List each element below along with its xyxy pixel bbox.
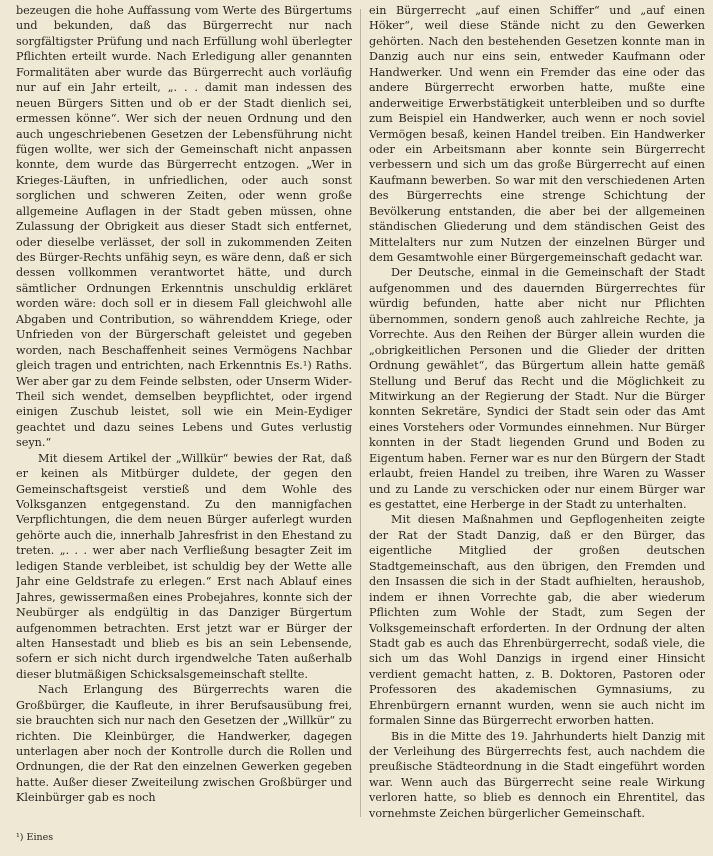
paragraph: Mit diesen Maßnahmen und Gepflogenheiten zeigte der Rat der Stadt Danzig, daß er den Bürger, das eigentliche Mitglied der großen deutschen Stadtgemeinschaft, aus den übrigen, den Fremden und den Insassen die sich in der Stadt aufhielten, heraushob, indem er ihnen Vorrechte gab, die aber wiederum Pflichten zum Wohle der Stadt, zum Segen der Volksgemeinschaft erforderten. In der Ordnung der alten Stadt gab es auch das Ehrenbürgerrecht, sodaß viele, die sich um das Wohl Danzigs in irgend einer Hinsicht verdient gemacht hatten, z. B. Doktoren, Pastoren oder Professoren des akademischen Gymnasiums, zu Ehrenbürgern ernannt wurden, wenn sie auch nicht im formalen Sinne das Bürgerrecht erworben hatten. [369,513,705,728]
paragraph: ein Bürgerrecht „auf einen Schiffer“ und „auf einen Höker“, weil diese Stände nicht zu den Gewerken gehörten. Nach den bestehenden Gesetzen konnte man in Danzig auch nur eins sein, entweder Kaufmann oder Handwerker. Und wenn ein Fremder das eine oder das andere Bürgerrecht erworben hatte, mußte eine anderweitige Erwerbstätigkeit unterbleiben und so durfte zum Beispiel ein Handwerker, auch wenn er noch soviel Vermögen besaß, keinen Handel treiben. Ein Handwerker oder ein Arbeitsmann aber konnte sein Bürgerrecht verbessern und sich um das große Bürgerrecht auf einen Kaufmann bewerben. So war mit den verschiedenen Arten des Bürgerrechts eine strenge Schichtung der Bevölkerung entstanden, die aber bei der allgemeinen ständischen Gliederung und dem ständischen Geist des Mittelalters nur zum Nutzen der einzelnen Bürger und dem Gesamtwohle einer Bürgergemeinschaft gedacht war. [369,4,705,264]
paragraph: Nach Erlangung des Bürgerrechts waren die Großbürger, die Kaufleute, in ihrer Berufsausübung frei, sie brauchten sich nur nach den Gesetzen der „Willkür“ zu richten. Die Kleinbürger, die Handwerker, dagegen unterlagen aber noch der Kontrolle durch die Rollen und Ordnungen, die der Rat den einzelnen Gewerken gegeben hatte. Außer dieser Zweiteilung zwischen Großbürger und Kleinbürger gab es noch [16,683,352,805]
paragraph: Mit diesem Artikel der „Willkür“ bewies der Rat, daß er keinen als Mitbürger duldete, der gegen den Gemeinschaftsgeist verstieß und dem Wohle des Volksganzen entgegenstand. Zu den mannigfachen Verpflichtungen, die dem neuen Bürger auferlegt wurden gehörte auch die, innerhalb Jahresfrist in den Ehestand zu treten. „. . . wer aber nach Verfließung besagter Zeit im ledigen Stande verbleibet, ist schuldig bey der Wette alle Jahr eine Geldstrafe zu erlegen.“ Erst nach Ablauf eines Jahres, gewissermaßen eines Probejahres, konnte sich der Neubürger als endgültig in das Danziger Bürgertum aufgenommen betrachten. Erst jetzt war er Bürger der alten Hansestadt und blieb es bis an sein Lebensende, sofern er sich nicht durch irgendwelche Taten außerhalb dieser blutmäßigen Schicksalsgemeinschaft stellte. [16,451,352,681]
left-column [16,3,352,821]
right-column [369,3,705,821]
paragraph: Bis in die Mitte des 19. Jahrhunderts hielt Danzig mit der Verleihung des Bürgerrechts fest, auch nachdem die preußische Städteordnung in die Stadt eingeführt worden war. Wenn auch das Bürgerrecht seine reale Wirkung verloren hatte, so blieb es dennoch ein Ehrentitel, das vornehmste Zeichen bürgerlicher Gemeinschaft. [369,729,705,820]
paragraph: Der Deutsche, einmal in die Gemeinschaft der Stadt aufgenommen und des dauernden Bürgerrechtes für würdig befunden, hatte aber nicht nur Pflichten übernommen, sondern genoß auch zahlreiche Rechte, ja Vorrechte. Aus den Reihen der Bürger allein wurden die „obrigkeitlichen Personen und die Glieder der dritten Ordnung gewählet“, das Bürgertum allein hatte gemäß Stellung und Beruf das Recht und die Möglichkeit zu Mitwirkung an der Regierung der Stadt. Nur die Bürger konnten Sekretäre, Syndici der Stadt sein oder das Amt eines Vorstehers oder Vormundes einnehmen. Nur Bürger konnten in der Stadt liegenden Grund und Boden zu Eigentum haben. Ferner war es nur den Bürgern der Stadt erlaubt, freien Handel zu treiben, ihre Waren zu Wasser und zu Lande zu verschicken oder nur einem Bürger war es gestattet, eine Herberge in der Stadt zu unterhalten. [369,266,705,511]
text-columns [16,3,705,821]
footnote: ¹) Eines [16,832,54,843]
paragraph: bezeugen die hohe Auffassung vom Werte des Bürgertums und bekunden, daß das Bürgerrecht nur nach sorgfältigster Prüfung und nach Erfüllung wohl überlegter Pflichten erteilt wurde. Nach Erledigung aller genannten Formalitäten aber wurde das Bürgerrecht auch vorläufig nur auf ein Jahr erteilt, „. . . damit man indessen des neuen Bürgers Sitten und ob er der Stadt dienlich sei, ermessen könne“. Wer sich der neuen Ordnung und den auch ungeschriebenen Gesetzen der Lebensführung nicht fügen wollte, wer sich der Gemeinschaft nicht anpassen konnte, dem wurde das Bürgerrecht entzogen. „Wer in Krieges-Läuften, in unfriedlichen, oder auch sonst sorglichen und schweren Zeiten, oder wenn große allgemeine Auflagen in der Stadt geben müssen, ohne Zulassung der Obrigkeit aus dieser Stadt sich entfernet, oder dieselbe verlässet, der soll in zukommenden Zeiten des Bürger-Rechts unfähig seyn, es wäre denn, daß er sich dessen vollkommen verantwortet hätte, und durch sämtlicher Ordnungen Erkenntnis unschuldig erkläret worden wäre: doch soll er in diesem Fall gleichwohl alle Abgaben und Contribution, so währenddem Kriege, oder Unfrieden von der Bürgerschaft geleistet und gegeben worden, nach Beschaffenheit seines Vermögens Nachbar gleich tragen und entrichten, nach Erkenntnis Es.¹) Raths. Wer aber gar zu dem Feinde selbsten, oder Unserm Wider-Theil sich wendet, demselben beypflichtet, oder irgend einigen Zuschub leistet, soll wie ein Mein-Eydiger geachtet und dazu seines Lebens und Gutes verlustig seyn.“ [16,4,352,450]
column-divider [360,9,361,817]
